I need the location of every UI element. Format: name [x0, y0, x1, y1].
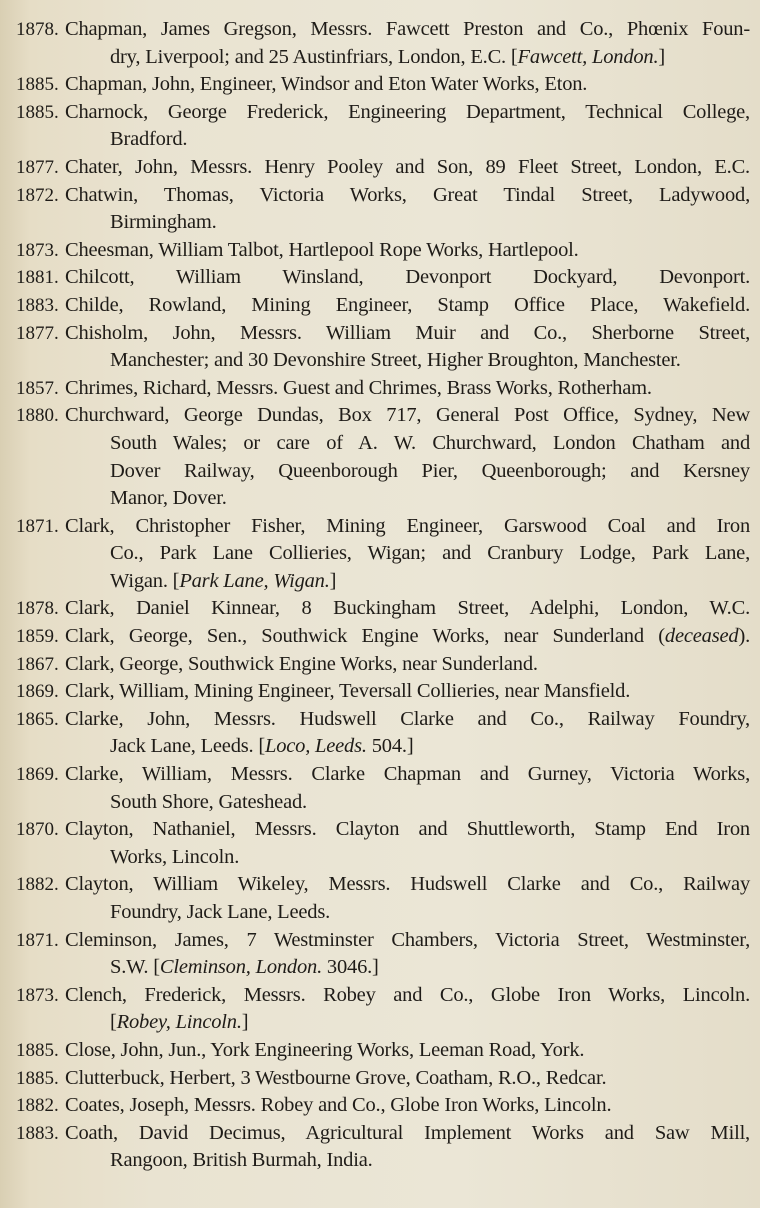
member-entry	[0, 871, 760, 926]
election-year: 1878.	[16, 598, 59, 620]
entry-text: Clark, George, Sen., Southwick Engine Works, near Sunderland (	[65, 625, 665, 648]
member-entry	[0, 182, 760, 237]
entry-text: Cleminson, James, 7 Westminster Chambers, Victoria Street, Westminster,	[65, 928, 750, 951]
entry-text: Chater, John, Messrs. Henry Pooley and Son, 89 Fleet Street, London, E.C.	[65, 155, 750, 178]
telegraphic-address: Cleminson, London.	[159, 956, 322, 979]
entry-text: Clark, Daniel Kinnear, 8 Buckingham Street, Adelphi, London, W.C.	[65, 597, 750, 620]
entry-line	[65, 375, 750, 403]
entry-text: Birmingham.	[110, 211, 217, 234]
entry-line	[110, 844, 750, 872]
election-year: 1871.	[16, 515, 59, 537]
entry-text: Manor, Dover.	[110, 487, 227, 510]
entry-text: ).	[738, 625, 750, 648]
entry-text: Childe, Rowland, Mining Engineer, Stamp Office Place, Wakefield.	[65, 293, 750, 316]
telegraphic-address: Park Lane, Wigan.	[179, 569, 330, 592]
entry-text: Clench, Frederick, Messrs. Robey and Co., Globe Iron Works, Lincoln.	[65, 983, 750, 1006]
entry-text: S.W. [	[110, 956, 160, 979]
member-entry	[0, 1120, 760, 1175]
election-year: 1869.	[16, 681, 59, 703]
entry-text: Clarke, John, Messrs. Hudswell Clarke and Co., Railway Foundry,	[65, 707, 750, 730]
member-entry	[0, 513, 760, 596]
entry-text: Coates, Joseph, Messrs. Robey and Co., Globe Iron Works, Lincoln.	[65, 1094, 612, 1117]
entry-line	[65, 1037, 750, 1065]
member-entry	[0, 402, 760, 512]
entry-text: Manchester; and 30 Devonshire Street, Higher Broughton, Manchester.	[110, 349, 681, 372]
entry-text: Clark, William, Mining Engineer, Teversall Collieries, near Mansfield.	[65, 680, 631, 703]
entry-line	[65, 1065, 750, 1093]
election-year: 1867.	[16, 653, 59, 675]
entry-line	[110, 485, 750, 513]
entry-line	[65, 292, 750, 320]
entry-text: Clark, George, Southwick Engine Works, near Sunderland.	[65, 652, 538, 675]
entry-text: [	[110, 1011, 117, 1034]
entry-text: Bradford.	[110, 128, 188, 151]
entry-text: Churchward, George Dundas, Box 717, General Post Office, Sydney, New	[65, 404, 750, 427]
entry-text: Close, John, Jun., York Engineering Works, Leeman Road, York.	[65, 1038, 585, 1061]
entry-text: Foundry, Jack Lane, Leeds.	[110, 901, 331, 923]
telegraphic-address: Loco, Leeds.	[265, 735, 367, 758]
entry-line	[65, 623, 750, 651]
entry-line	[65, 871, 750, 899]
member-entry	[0, 651, 760, 679]
entry-text: Charnock, George Frederick, Engineering Department, Technical College,	[65, 100, 750, 123]
election-year: 1877.	[16, 322, 59, 344]
election-year: 1873.	[16, 239, 59, 261]
entry-line	[110, 1147, 750, 1175]
member-entry	[0, 706, 760, 761]
entry-text: Clarke, William, Messrs. Clarke Chapman and Gurney, Victoria Works,	[65, 763, 750, 786]
entry-line	[65, 1092, 750, 1120]
election-year: 1870.	[16, 819, 59, 841]
entry-text: ]	[329, 569, 337, 592]
election-year: 1878.	[16, 19, 59, 40]
entry-text: South Shore, Gateshead.	[110, 790, 307, 813]
election-year: 1859.	[16, 626, 59, 648]
entry-text: Clark, Christopher Fisher, Mining Engineer, Garswood Coal and Iron	[65, 514, 750, 537]
entry-line	[65, 595, 750, 623]
telegraphic-address: deceased	[664, 625, 739, 648]
election-year: 1871.	[16, 929, 59, 951]
entry-line	[65, 320, 750, 348]
entry-text: Clayton, Nathaniel, Messrs. Clayton and Shuttleworth, Stamp End Iron	[65, 818, 750, 841]
entry-text: Wigan. [	[110, 569, 180, 592]
member-entry	[0, 292, 760, 320]
entry-text: Coath, David Decimus, Agricultural Implement Works and Saw Mill,	[65, 1121, 750, 1144]
entry-text: Cheesman, William Talbot, Hartlepool Rope Works, Hartlepool.	[65, 238, 579, 261]
entry-text: ]	[241, 1011, 249, 1034]
telegraphic-address: Fawcett, London.	[517, 45, 659, 68]
election-year: 1882.	[16, 1095, 59, 1117]
member-entry	[0, 678, 760, 706]
member-entry	[0, 595, 760, 623]
election-year: 1883.	[16, 294, 59, 316]
entry-line	[65, 16, 750, 44]
telegraphic-address: Robey, Lincoln.	[116, 1011, 242, 1034]
entry-line	[110, 954, 750, 982]
member-entry	[0, 1065, 760, 1093]
entry-line	[65, 99, 750, 127]
entry-line	[65, 237, 750, 265]
entry-text: 504.]	[366, 735, 414, 758]
entry-line	[110, 430, 750, 458]
entry-line	[65, 706, 750, 734]
entry-line	[110, 209, 750, 237]
entry-line	[110, 899, 750, 927]
election-year: 1885.	[16, 1039, 59, 1061]
election-year: 1882.	[16, 874, 59, 896]
entry-text: Chapman, James Gregson, Messrs. Fawcett Preston and Co., Phœnix Foun-	[65, 18, 750, 40]
member-entry	[0, 16, 760, 71]
member-entry	[0, 1092, 760, 1120]
entry-text: Chisholm, John, Messrs. William Muir and Co., Sherborne Street,	[65, 321, 750, 344]
member-entry	[0, 375, 760, 403]
election-year: 1885.	[16, 1067, 59, 1089]
election-year: 1872.	[16, 184, 59, 206]
entry-line	[110, 1009, 750, 1037]
entry-line	[65, 71, 750, 99]
entry-text: ]	[658, 45, 666, 68]
member-entry	[0, 264, 760, 292]
election-year: 1877.	[16, 156, 59, 178]
entry-line	[110, 540, 750, 568]
election-year: 1885.	[16, 101, 59, 123]
member-entry	[0, 1037, 760, 1065]
entry-line	[65, 982, 750, 1010]
election-year: 1865.	[16, 708, 59, 730]
entry-line	[110, 458, 750, 486]
entry-line	[110, 347, 750, 375]
election-year: 1873.	[16, 984, 59, 1006]
election-year: 1881.	[16, 267, 59, 289]
entry-text: Co., Park Lane Collieries, Wigan; and Cranbury Lodge, Park Lane,	[110, 542, 750, 565]
member-entry	[0, 154, 760, 182]
entry-line	[110, 733, 750, 761]
entry-text: Works, Lincoln.	[110, 845, 240, 868]
entry-line	[110, 44, 750, 72]
entry-text: Clutterbuck, Herbert, 3 Westbourne Grove, Coatham, R.O., Redcar.	[65, 1066, 607, 1089]
member-entry	[0, 623, 760, 651]
member-entry	[0, 816, 760, 871]
entry-text: Dover Railway, Queenborough Pier, Queenborough; and Kersney	[110, 459, 750, 482]
entry-line	[65, 761, 750, 789]
entry-line	[65, 513, 750, 541]
member-entry	[0, 71, 760, 99]
entry-text: Rangoon, British Burmah, India.	[110, 1149, 373, 1172]
entry-line	[65, 678, 750, 706]
entry-text: Jack Lane, Leeds. [	[110, 735, 265, 758]
entry-line	[65, 1120, 750, 1148]
member-entry	[0, 237, 760, 265]
election-year: 1883.	[16, 1122, 59, 1144]
entry-line	[65, 182, 750, 210]
election-year: 1869.	[16, 764, 59, 786]
entry-text: Chapman, John, Engineer, Windsor and Eton Water Works, Eton.	[65, 73, 588, 96]
member-entry	[0, 927, 760, 982]
entry-text: dry, Liverpool; and 25 Austinfriars, London, E.C. [	[110, 45, 518, 68]
entry-text: South Wales; or care of A. W. Churchward, London Chatham and	[110, 431, 750, 454]
entry-line	[110, 126, 750, 154]
member-entry	[0, 982, 760, 1037]
member-entry	[0, 99, 760, 154]
entry-line	[65, 402, 750, 430]
entry-line	[65, 264, 750, 292]
election-year: 1885.	[16, 74, 59, 96]
member-entry	[0, 320, 760, 375]
entry-text: Chilcott, William Winsland, Devonport Dockyard, Devonport.	[65, 266, 750, 289]
election-year: 1857.	[16, 377, 59, 399]
entry-line	[65, 927, 750, 955]
entry-line	[110, 789, 750, 817]
entry-line	[65, 154, 750, 182]
entry-text: Chrimes, Richard, Messrs. Guest and Chrimes, Brass Works, Rotherham.	[65, 376, 652, 399]
member-entry	[0, 761, 760, 816]
entry-text: Clayton, William Wikeley, Messrs. Hudswell Clarke and Co., Railway	[65, 873, 750, 896]
election-year: 1880.	[16, 405, 59, 427]
entry-line	[65, 816, 750, 844]
entry-line	[65, 651, 750, 679]
entry-text: 3046.]	[322, 956, 379, 979]
entry-text: Chatwin, Thomas, Victoria Works, Great Tindal Street, Ladywood,	[65, 183, 750, 206]
entry-line	[110, 568, 750, 596]
